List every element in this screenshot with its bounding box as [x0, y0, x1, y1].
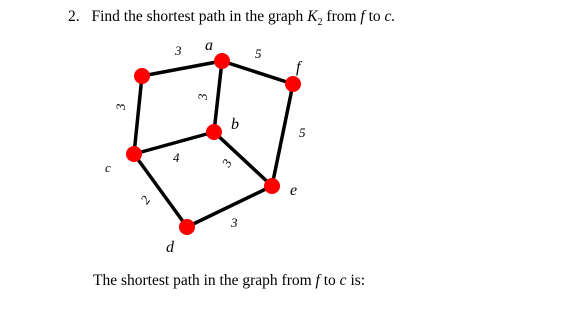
vertex-e: [264, 178, 280, 194]
weight-f-e: 5: [299, 125, 306, 140]
label-f: f: [296, 59, 301, 76]
problem-text: Find the shortest path in the graph: [91, 8, 304, 25]
vertex-b: [206, 124, 222, 140]
edge-d-e: [187, 186, 272, 227]
label-a: a: [205, 37, 213, 54]
answer-end-vertex: c: [339, 272, 347, 289]
problem-end-vertex: c.: [384, 8, 396, 25]
weight-d-e: 3: [231, 215, 238, 230]
weight-b-e: 3: [218, 156, 235, 170]
edge-topleft-a: [142, 61, 222, 76]
problem-to-word: to: [368, 8, 381, 25]
graph-edges: [134, 61, 293, 227]
answer-statement: [93, 272, 365, 290]
vertex-f: [285, 76, 301, 92]
graph-symbol: K: [307, 8, 318, 25]
vertex-topleft: [134, 68, 150, 84]
weight-c-b: 4: [173, 150, 180, 165]
answer-text: The shortest path in the graph from: [93, 272, 312, 289]
problem-from-word: from: [326, 8, 357, 25]
answer-to-word: to: [323, 272, 336, 289]
problem-start-vertex: f: [360, 8, 365, 25]
answer-start-vertex: f: [315, 272, 320, 289]
answer-suffix: is:: [350, 272, 366, 289]
weight-topleft-c: 3: [113, 103, 128, 110]
vertex-a: [214, 53, 230, 69]
edge-f-e: [272, 84, 293, 186]
edge-topleft-c: [134, 76, 142, 154]
label-d: d: [166, 239, 174, 256]
weight-c-d: 2: [137, 192, 154, 207]
edge-a-f: [222, 61, 293, 84]
label-e: e: [290, 182, 298, 199]
edge-a-b: [214, 61, 222, 132]
label-b: b: [231, 116, 239, 133]
vertex-d: [179, 219, 195, 235]
label-c: c: [105, 160, 111, 175]
weight-a-b: 3: [195, 93, 210, 100]
graph-subscript: 2: [317, 17, 323, 29]
graph-vertices: [126, 53, 301, 235]
vertex-c: [126, 146, 142, 162]
weight-topleft-a: 3: [175, 43, 182, 58]
weight-a-f: 5: [255, 46, 262, 61]
problem-number: 2.: [68, 8, 80, 25]
